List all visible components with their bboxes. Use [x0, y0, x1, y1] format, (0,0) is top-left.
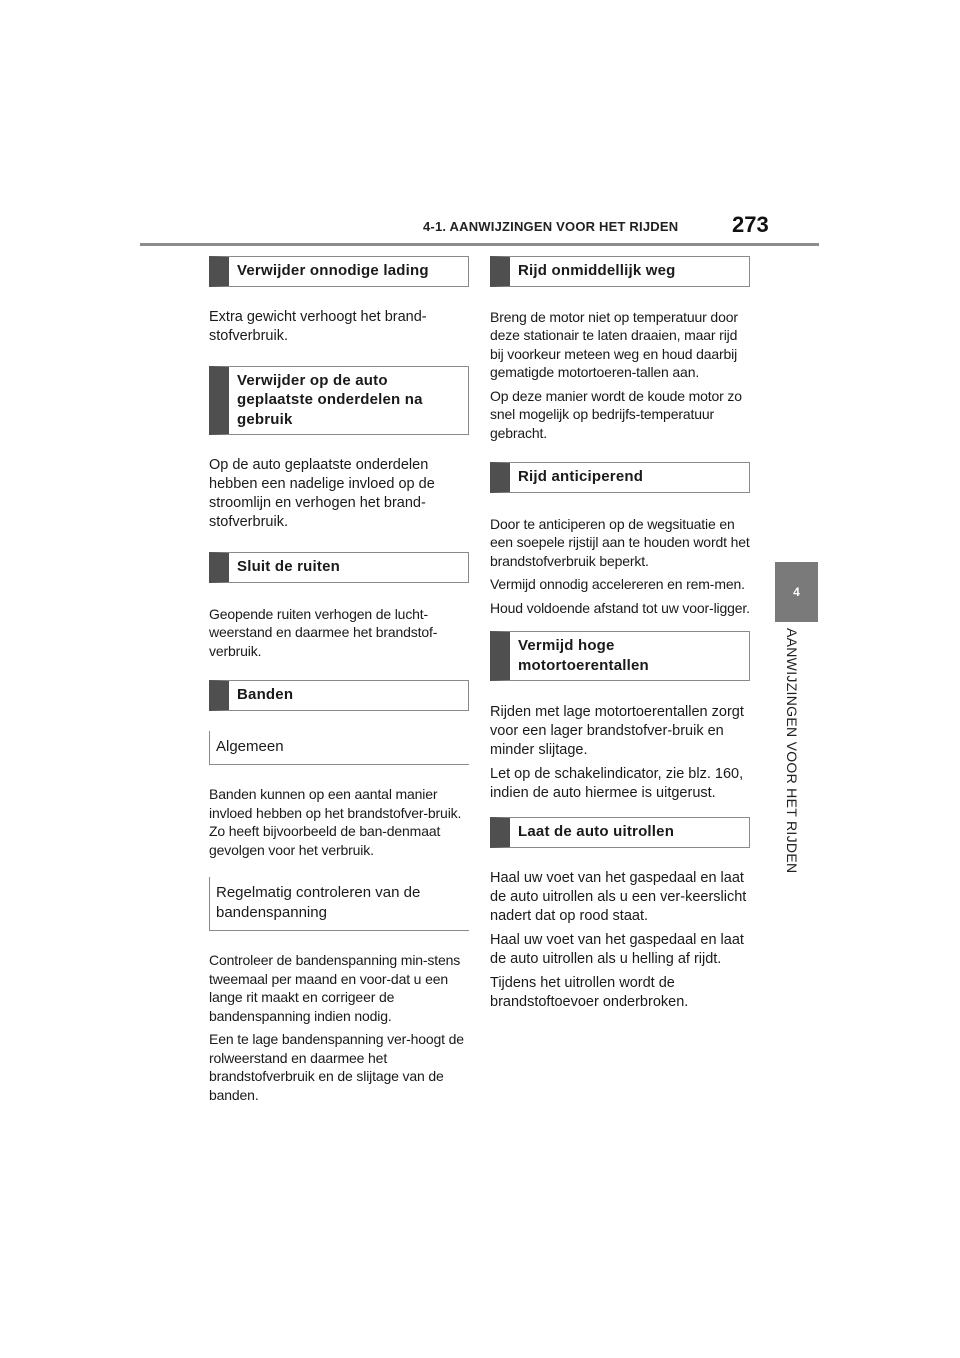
chapter-tab: 4: [775, 562, 818, 622]
paragraph: Haal uw voet van het gaspedaal en laat de auto uitrollen als u een ver-keerslicht nadert dat op rood staat.: [490, 869, 747, 924]
running-header: 4-1. AANWIJZINGEN VOOR HET RIJDEN: [423, 219, 679, 234]
section-heading-banden: Banden: [209, 680, 469, 711]
section-heading-ruiten: Sluit de ruiten: [209, 552, 469, 583]
paragraph: Controleer de bandenspanning min-stens tweemaal per maand en voor-dat u een lange rit maakt en corrigeer de bandenspanning indien nodig.: [209, 952, 461, 1024]
section-heading-onderdelen: Verwijder op de auto geplaatste onderdelen na gebruik: [209, 366, 469, 436]
section-heading-anticiperend: Rijd anticiperend: [490, 462, 750, 493]
paragraph: Tijdens het uitrollen wordt de brandstoftoevoer onderbroken.: [490, 974, 689, 1010]
left-column: [209, 256, 469, 1109]
section-heading-uitrollen: Laat de auto uitrollen: [490, 817, 750, 848]
paragraph: Vermijd onnodig accelereren en rem-men.: [490, 576, 745, 592]
right-column: [490, 256, 750, 1017]
subheading-bandenspanning: Regelmatig controleren van de bandenspanning: [209, 877, 469, 931]
subheading-algemeen: Algemeen: [209, 731, 469, 766]
paragraph: Houd voldoende afstand tot uw voor-ligger.: [490, 599, 750, 616]
page-number: 273: [732, 212, 769, 237]
section-heading-toerentallen: Vermijd hoge motortoerentallen: [490, 631, 750, 681]
paragraph: Geopende ruiten verhogen de lucht-weerstand en daarmee het brandstof-verbruik.: [209, 605, 438, 659]
paragraph: Banden kunnen op een aantal manier invloed hebben op het brandstofver-bruik. Zo heeft bijvoorbeeld de ban-denmaat gevolgen voor het verbruik.: [209, 786, 462, 858]
paragraph: Haal uw voet van het gaspedaal en laat de auto uitrollen als u helling af rijdt.: [490, 931, 744, 967]
header-divider: [140, 243, 819, 246]
paragraph: Op de auto geplaatste onderdelen hebben een nadelige invloed op de stroomlijn en verhogen het brand-stofverbruik.: [209, 457, 435, 530]
section-heading-wegrijden: Rijd onmiddellijk weg: [490, 256, 750, 287]
paragraph: Een te lage bandenspanning ver-hoogt de rolweerstand en daarmee het brandstofverbruik en de slijtage van de banden.: [209, 1031, 464, 1103]
paragraph: Op deze manier wordt de koude motor zo snel mogelijk op bedrijfs-temperatuur gebracht.: [490, 387, 742, 441]
paragraph: Extra gewicht verhoogt het brand-stofverbruik.: [209, 308, 427, 344]
paragraph: Door te anticiperen op de wegsituatie en een soepele rijstijl aan te houden wordt het brandstofverbruik beperkt.: [490, 515, 750, 569]
chapter-side-label: AANWIJZINGEN VOOR HET RIJDEN: [784, 628, 800, 874]
paragraph: Rijden met lage motortoerentallen zorgt voor een lager brandstofver-bruik en minder slijtage.: [490, 704, 744, 758]
section-heading-lading: Verwijder onnodige lading: [209, 256, 469, 287]
paragraph: Breng de motor niet op temperatuur door deze stationair te laten draaien, maar rijd bij voorkeur meteen weg en houd daarbij gematigde motortoeren-tallen aan.: [490, 308, 738, 380]
paragraph: Let op de schakelindicator, zie blz. 160, indien de auto hiermee is uitgerust.: [490, 766, 744, 801]
